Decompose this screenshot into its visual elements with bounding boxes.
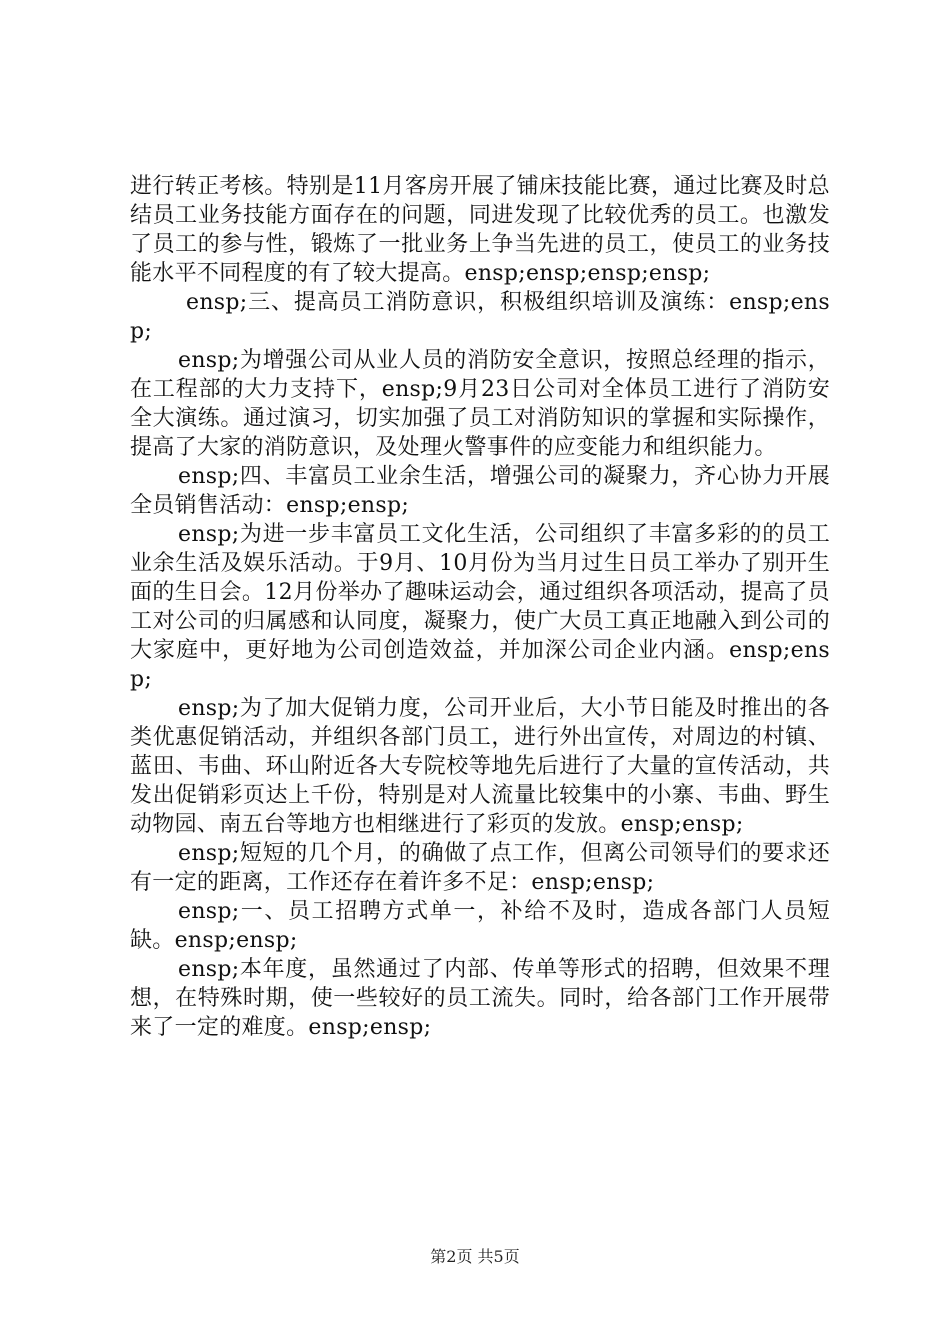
paragraph: ensp;为了加大促销力度，公司开业后，大小节日能及时推出的各类优惠促销活动，并组织各部门员工，进行外出宣传，对周边的村镇、蓝田、韦曲、环山附近各大专院校等地先后进行了大量的宣传活动，共发出促销彩页达上千份，特别是对人流量比较集中的小寨、韦曲、野生动物园、南五台等地方也相继进行了彩页的发放。ensp;ensp; <box>130 696 830 837</box>
paragraph: ensp;本年度，虽然通过了内部、传单等形式的招聘，但效果不理想，在特殊时期，使一些较好的员工流失。同时，给各部门工作开展带来了一定的难度。ensp;ensp; <box>130 957 830 1040</box>
paragraph: ensp;为增强公司从业人员的消防安全意识，按照总经理的指示，在工程部的大力支持下，ensp;9月23日公司对全体员工进行了消防安全大演练。通过演习，切实加强了员工对消防知识的掌握和实际操作，提高了大家的消防意识，及处理火警事件的应变能力和组织能力。 <box>130 348 830 460</box>
paragraph: ensp;短短的几个月，的确做了点工作，但离公司领导们的要求还有一定的距离，工作还存在着许多不足：ensp;ensp; <box>130 841 830 895</box>
paragraph: ensp;为进一步丰富员工文化生活，公司组织了丰富多彩的的员工业余生活及娱乐活动。于9月、10月份为当月过生日员工举办了别开生面的生日会。12月份举办了趣味运动会，通过组织各项活动，提高了员工对公司的归属感和认同度，凝聚力，使广大员工真正地融入到公司的大家庭中，更好地为公司创造效益，并加深公司企业内涵。ensp;ensp; <box>130 522 830 692</box>
page-footer: 第2页 共5页 <box>430 1247 520 1266</box>
section-heading: ensp;三、提高员工消防意识，积极组织培训及演练：ensp;ensp; <box>130 290 830 344</box>
section-heading: ensp;一、员工招聘方式单一，补给不及时，造成各部门人员短缺。ensp;ensp; <box>130 899 830 953</box>
document-body <box>130 172 830 1042</box>
section-heading: ensp;四、丰富员工业余生活，增强公司的凝聚力，齐心协力开展全员销售活动：ensp;ensp; <box>130 464 830 518</box>
paragraph: 进行转正考核。特别是11月客房开展了铺床技能比赛，通过比赛及时总结员工业务技能方面存在的问题，同进发现了比较优秀的员工。也激发了员工的参与性，锻炼了一批业务上争当先进的员工，使员工的业务技能水平不同程度的有了较大提高。ensp;ensp;ensp;ensp; <box>130 174 830 286</box>
